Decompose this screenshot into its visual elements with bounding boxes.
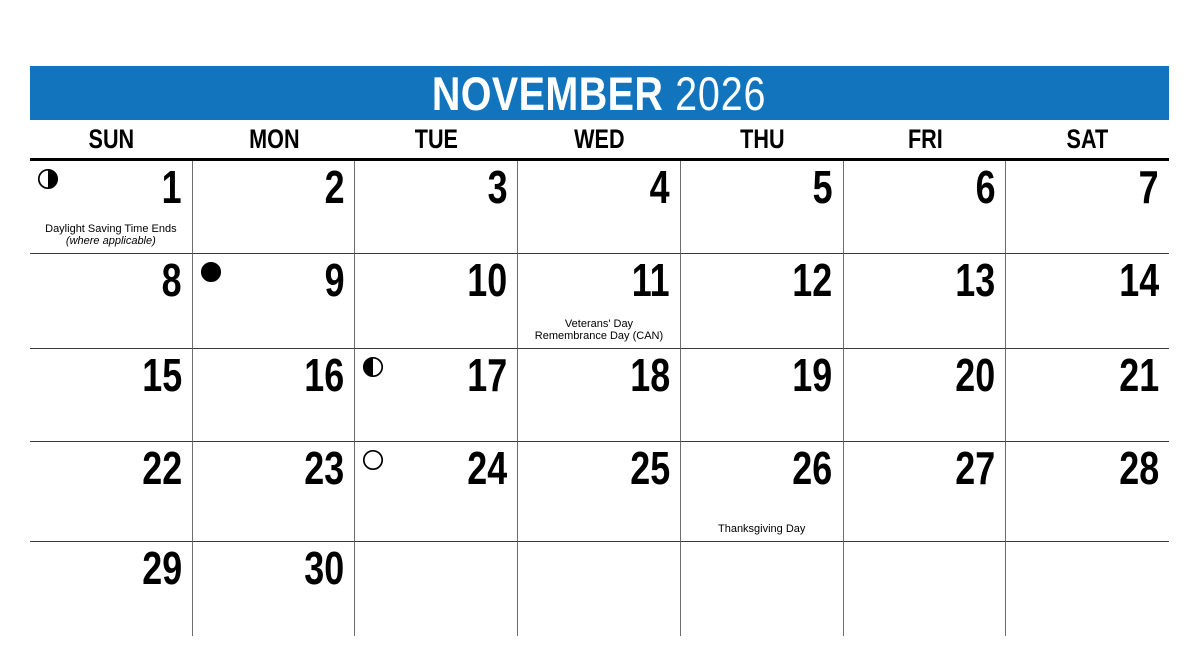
day-number: 8 (161, 254, 182, 306)
month-title (432, 66, 767, 120)
holiday-note-line: Remembrance Day (CAN) (534, 330, 664, 343)
day-number: 3 (487, 161, 508, 213)
day-number: 14 (1119, 254, 1159, 306)
day-cell-6 (844, 161, 1007, 253)
day-cell-10 (355, 253, 518, 348)
day-cell-26 (681, 441, 844, 541)
day-number: 16 (304, 349, 345, 401)
new-moon-icon (200, 261, 222, 283)
calendar-grid (30, 158, 1169, 636)
day-cell-8 (30, 253, 193, 348)
day-number: 26 (792, 442, 833, 494)
day-number: 22 (141, 442, 182, 494)
holiday-note-line: Daylight Saving Time Ends (45, 222, 177, 235)
day-number: 23 (304, 442, 345, 494)
weekday-header-mon: MON (248, 123, 300, 154)
day-cell-19 (681, 348, 844, 441)
weekday-header-sun: SUN (88, 123, 135, 154)
last-quarter-moon-icon (37, 168, 59, 190)
day-number: 5 (812, 161, 833, 213)
day-number: 25 (629, 442, 670, 494)
day-number: 9 (324, 254, 345, 306)
day-cell-17 (355, 348, 518, 441)
weekday-header-wed: WED (574, 123, 625, 154)
day-cell-empty (518, 541, 681, 636)
day-number: 19 (792, 349, 833, 401)
holiday-note (30, 223, 192, 248)
day-cell-12 (681, 253, 844, 348)
year-label: 2026 (675, 66, 767, 120)
day-cell-14 (1006, 253, 1169, 348)
holiday-note-line: (where applicable) (65, 235, 156, 248)
month-name: NOVEMBER (432, 66, 664, 120)
day-number: 10 (467, 254, 508, 306)
day-number: 6 (975, 161, 996, 213)
day-cell-15 (30, 348, 193, 441)
day-cell-2 (193, 161, 356, 253)
day-number: 11 (631, 254, 670, 306)
day-cell-23 (193, 441, 356, 541)
day-cell-20 (844, 348, 1007, 441)
day-cell-7 (1006, 161, 1169, 253)
day-cell-24 (355, 441, 518, 541)
day-cell-29 (30, 541, 193, 636)
calendar-page (30, 0, 1169, 636)
day-number: 12 (792, 254, 833, 306)
day-cell-empty (355, 541, 518, 636)
day-cell-9 (193, 253, 356, 348)
month-title-bar (30, 66, 1169, 120)
day-number: 27 (955, 442, 996, 494)
day-number: 15 (141, 349, 182, 401)
weekday-header-sat: SAT (1066, 123, 1109, 154)
day-number: 21 (1119, 349, 1159, 401)
day-number: 7 (1139, 161, 1159, 213)
day-cell-3 (355, 161, 518, 253)
day-cell-28 (1006, 441, 1169, 541)
weekday-header-fri: FRI (907, 123, 943, 154)
day-cell-4 (518, 161, 681, 253)
day-cell-empty (1006, 541, 1169, 636)
weekday-header-thu: THU (740, 123, 785, 154)
day-number: 2 (324, 161, 345, 213)
day-number: 17 (467, 349, 508, 401)
first-quarter-moon-icon (362, 356, 384, 378)
holiday-note-line: Veterans' Day (564, 317, 634, 330)
day-number: 20 (955, 349, 996, 401)
day-number: 28 (1119, 442, 1159, 494)
day-number: 24 (467, 442, 508, 494)
day-cell-11 (518, 253, 681, 348)
weekday-header-tue: TUE (415, 123, 459, 154)
day-cell-18 (518, 348, 681, 441)
day-cell-5 (681, 161, 844, 253)
day-number: 30 (304, 542, 345, 594)
day-number: 18 (629, 349, 670, 401)
day-cell-empty (844, 541, 1007, 636)
day-cell-22 (30, 441, 193, 541)
day-number: 1 (161, 161, 182, 213)
day-cell-13 (844, 253, 1007, 348)
holiday-note (681, 523, 843, 536)
day-number: 4 (649, 161, 670, 213)
day-number: 13 (955, 254, 996, 306)
day-cell-21 (1006, 348, 1169, 441)
day-cell-empty (681, 541, 844, 636)
day-cell-16 (193, 348, 356, 441)
full-moon-icon (362, 449, 384, 471)
holiday-note-line: Thanksgiving Day (717, 523, 806, 536)
day-cell-27 (844, 441, 1007, 541)
weekday-header-row (30, 120, 1169, 158)
day-cell-1 (30, 161, 193, 253)
holiday-note (518, 318, 680, 343)
day-cell-25 (518, 441, 681, 541)
day-cell-30 (193, 541, 356, 636)
day-number: 29 (141, 542, 182, 594)
